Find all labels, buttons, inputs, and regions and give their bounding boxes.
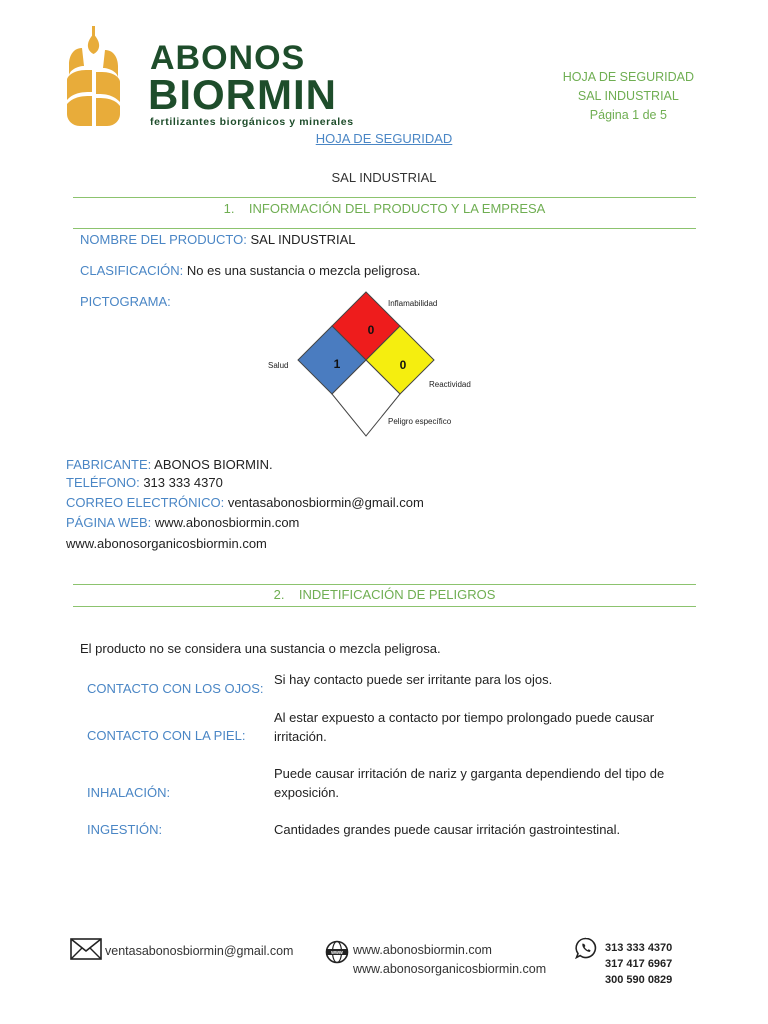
section1-top-rule: [73, 197, 696, 198]
classification-row: [80, 262, 420, 280]
footer-phone-1[interactable]: 313 333 4370: [605, 942, 673, 954]
web-value[interactable]: www.abonosbiormin.com: [154, 515, 300, 530]
hazard-label-ingestion: INGESTIÓN:: [87, 822, 163, 837]
header-doc-type: HOJA DE SEGURIDAD: [562, 70, 694, 84]
section1-title: 1. INFORMACIÓN DEL PRODUCTO Y LA EMPRESA: [223, 201, 546, 216]
diamond-left-value: 1: [333, 357, 341, 371]
envelope-icon: [70, 938, 102, 960]
classification-label: CLASIFICACIÓN:: [80, 263, 184, 278]
whatsapp-icon: [575, 937, 597, 959]
section2-intro: El producto no se considera una sustancia o mezcla peligrosa.: [80, 641, 441, 656]
classification-value: No es una sustancia o mezcla peligrosa.: [186, 263, 421, 278]
logo-tagline: fertilizantes biorgánicos y minerales: [150, 116, 354, 128]
footer-web1[interactable]: www.abonosbiormin.com: [353, 943, 492, 957]
hazard-value-skin: Al estar expuesto a contacto por tiempo prolongado puede causar irritación.: [274, 710, 655, 744]
section2-bottom-rule: [73, 606, 696, 607]
hazard-label-inhalation: INHALACIÓN:: [87, 785, 171, 800]
globe-www-text: www: [331, 950, 343, 956]
hazard-label-eyes: CONTACTO CON LOS OJOS:: [87, 681, 264, 696]
logo-wordmark-line1: ABONOS: [150, 39, 306, 77]
header-product: SAL INDUSTRIAL: [577, 89, 679, 103]
web-row: [66, 514, 299, 532]
hazard-value-inhalation: Puede causar irritación de nariz y garganta dependiendo del tipo de exposición.: [274, 766, 665, 800]
document-title-link[interactable]: HOJA DE SEGURIDAD: [315, 131, 453, 146]
section1-bottom-rule: [73, 228, 696, 229]
product-name-label: NOMBRE DEL PRODUCTO:: [80, 232, 247, 247]
product-name-row: [80, 231, 355, 249]
footer-phone-2[interactable]: 317 417 6967: [605, 958, 673, 970]
phone-label: TELÉFONO:: [66, 475, 140, 490]
header-page-number: Página 1 de 5: [589, 108, 667, 122]
manufacturer-label: FABRICANTE:: [66, 457, 152, 472]
web-label: PÁGINA WEB:: [66, 515, 152, 530]
section2-title: 2. INDETIFICACIÓN DE PELIGROS: [273, 587, 496, 602]
section2-top-rule: [73, 584, 696, 585]
diamond-right-value: 0: [399, 358, 407, 372]
diamond-label-health: Salud: [268, 361, 289, 370]
hazard-value-ingestion: Cantidades grandes puede causar irritación gastrointestinal.: [274, 822, 621, 837]
web-value-2[interactable]: www.abonosorganicosbiormin.com: [66, 536, 267, 551]
footer-web-links: [353, 941, 546, 979]
footer-web2[interactable]: www.abonosorganicosbiormin.com: [353, 962, 547, 976]
hazard-label-skin: CONTACTO CON LA PIEL:: [87, 728, 246, 743]
wheat-logo-icon: [62, 20, 134, 130]
phone-row: [66, 474, 223, 492]
diamond-top-value: 0: [367, 323, 375, 337]
product-name-value: SAL INDUSTRIAL: [250, 232, 356, 247]
document-subtitle: SAL INDUSTRIAL: [331, 170, 437, 185]
pictogram-label: PICTOGRAMA:: [80, 294, 171, 309]
hazard-value-eyes: Si hay contacto puede ser irritante para los ojos.: [274, 672, 553, 687]
footer-email[interactable]: ventasabonosbiormin@gmail.com: [105, 944, 294, 958]
phone-value: 313 333 4370: [143, 475, 223, 490]
email-label: CORREO ELECTRÓNICO:: [66, 495, 225, 510]
email-value[interactable]: ventasabonosbiormin@gmail.com: [227, 495, 424, 510]
logo-wordmark-line2: BIORMIN: [148, 71, 337, 118]
manufacturer-value: ABONOS BIORMIN.: [154, 457, 273, 472]
email-row: [66, 494, 424, 512]
nfpa-hazard-diamond: [262, 288, 482, 440]
diamond-label-flammability: Inflamabilidad: [388, 299, 438, 308]
manufacturer-row: [66, 456, 273, 474]
diamond-label-reactivity: Reactividad: [429, 380, 471, 389]
footer-phones: [605, 940, 672, 988]
globe-icon: [325, 940, 349, 964]
footer-phone-3[interactable]: 300 590 0829: [605, 974, 673, 986]
header-info: [563, 68, 694, 125]
diamond-label-special: Peligro específico: [388, 417, 452, 426]
